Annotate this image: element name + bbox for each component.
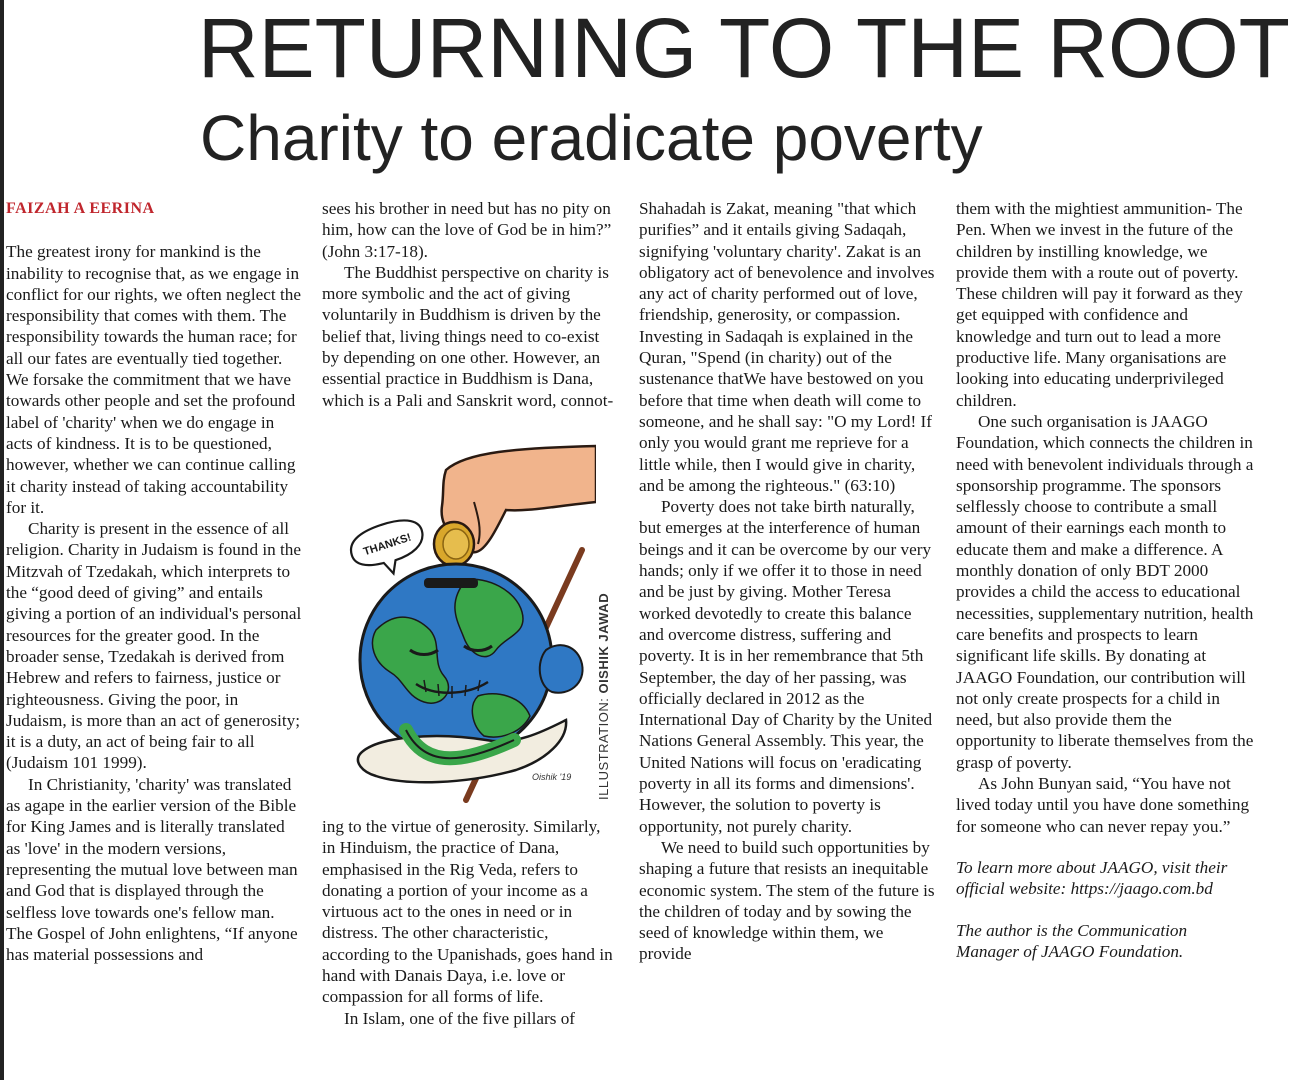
paragraph: them with the mightiest ammunition- The Pen. When we invest in the future of the children by instilling knowledge, we provide them with a route out of poverty. These children will pay it forward as they get equipped with confidence and knowledge and turn out to lead a more productive life. Many organisations are looking into educating underprivileged children. — [956, 199, 1243, 410]
article-column-2-top — [322, 198, 618, 411]
paragraph: Charity is present in the essence of all religion. Charity in Judaism is found in the Mitzvah of Tzedakah, which interprets to the “good deed of giving” and entails giving a portion of an individual's personal resources for the greater good. In the broader sense, Tzedakah is derived from Hebrew and refers to fairness, justice or righteousness. Giving the poor, in Judaism, is more than an act of generosity; it is a duty, an act of being fair to all (Judaism 101 1999). — [6, 519, 302, 773]
speech-bubble-text: THANKS! — [362, 531, 413, 559]
paragraph: Shahadah is Zakat, meaning "that which purifies” and it entails giving Sadaqah, signifying 'voluntary charity'. Zakat is an obligatory act of benevolence and involves any act of charity performed out of love, friendship, generosity, or compassion. Investing in Sadaqah is explained in the Quran, "Spend (in charity) out of the sustenance thatWe have bestowed on you before that time when death will come to someone, and he shall say: "O my Lord! If only you would grant me reprieve for a little while, then I would give in charity, and be among the righteous." (63:10) — [639, 199, 935, 495]
article-column-4 — [956, 198, 1254, 962]
article-column-2-bottom — [322, 816, 618, 1029]
left-column-rule — [0, 0, 4, 1080]
credit-prefix: ILLUSTRATION: — [596, 693, 611, 800]
article-column-3 — [639, 198, 937, 965]
paragraph: Poverty does not take birth naturally, but emerges at the interference of human beings and it can be overcome by our very hands; only if we offer it to those in need and be just by giving. Mother Teresa worked devotedly to create this balance and overcome distress, suffering and poverty. It is in her remembrance that 5th September, the day of her passing, was officially declared in 2012 as the International Day of Charity by the United Nations General Assembly. This year, the United Nations will focus on 'eradicating poverty in all its forms and dimensions'. However, the solution to poverty is opportunity, not purely charity. — [639, 497, 933, 836]
author-note: The author is the Communication Manager of JAAGO Foundation. — [956, 920, 1188, 961]
subheadline: Charity to eradicate poverty — [200, 102, 983, 174]
paragraph: The greatest irony for mankind is the inability to recognise that, as we engage in conflict for our rights, we often neglect the responsibility that comes with them. The responsibility towards the human race; for all our fates are eventually tied together. We forsake the commitment that we have towards other people and set the profound label of 'charity' when we do engage in acts of kindness. It is to be questioned, however, whether we can continue calling it charity instead of taking accountability for it. — [6, 242, 301, 517]
artist-signature: Oishik '19 — [532, 772, 572, 782]
author-byline: FAIZAH A EERINA — [6, 200, 155, 217]
paragraph: The Buddhist perspective on charity is more symbolic and the act of giving voluntarily in Buddhism is driven by the belief that, living things need to co-exist by depending on one other. However, an essential practice in Buddhism is Dana, which is a Pali and Sanskrit word, connot- — [322, 262, 614, 410]
paragraph: In Christianity, 'charity' was translated as agape in the earlier version of the Bible for King James and is literally translated as 'love' in the modern versions, representing the mutual love between man and God that is displayed through the selfless love towards one's fellow man. The Gospel of John enlightens, “If anyone has material possessions and — [6, 774, 298, 965]
charity-illustration — [346, 440, 596, 810]
credit-name: OISHIK JAWAD — [596, 592, 611, 694]
paragraph: We need to build such opportunities by shaping a future that resists an inequitable economic system. The stem of the future is the children of today and by sowing the seed of knowledge within them, we provide — [639, 837, 935, 964]
paragraph: sees his brother in need but has no pity on him, how can the love of God be in him?” (John 3:17-18). — [322, 199, 612, 261]
paragraph: One such organisation is JAAGO Foundation, which connects the children in need with benevolent individuals through a sponsorship programme. The sponsors selflessly choose to contribute a small amount of their earnings each month to educate them and make a difference. A monthly donation of only BDT 2000 provides a child the access to educational necessities, supplementary nutrition, health care benefits and prospects to learn significant life skills. By donating at JAAGO Foundation, our contribution will not only create prospects for a child in need, but also provide them the opportunity to liberate themselves from the grasp of poverty. — [956, 411, 1254, 772]
headline: RETURNING TO THE ROOT — [197, 1, 1290, 95]
article-column-1 — [6, 198, 302, 965]
paragraph: As John Bunyan said, “You have not lived today until you have done something for someone who can never repay you.” — [956, 774, 1250, 836]
illustration-credit — [596, 560, 614, 800]
website-note: To learn more about JAAGO, visit their official website: https://jaago.com.bd — [956, 857, 1228, 899]
paragraph: In Islam, one of the five pillars of — [344, 1008, 576, 1028]
paragraph: ing to the virtue of generosity. Similarly, in Hinduism, the practice of Dana, emphasised in the Rig Veda, refers to donating a portion of your income as a virtuous act to the ones in need or in distress. The other characteristic, according to the Upanishads, goes hand in hand with Danais Daya, i.e. love or compassion for all forms of life. — [322, 817, 613, 1007]
